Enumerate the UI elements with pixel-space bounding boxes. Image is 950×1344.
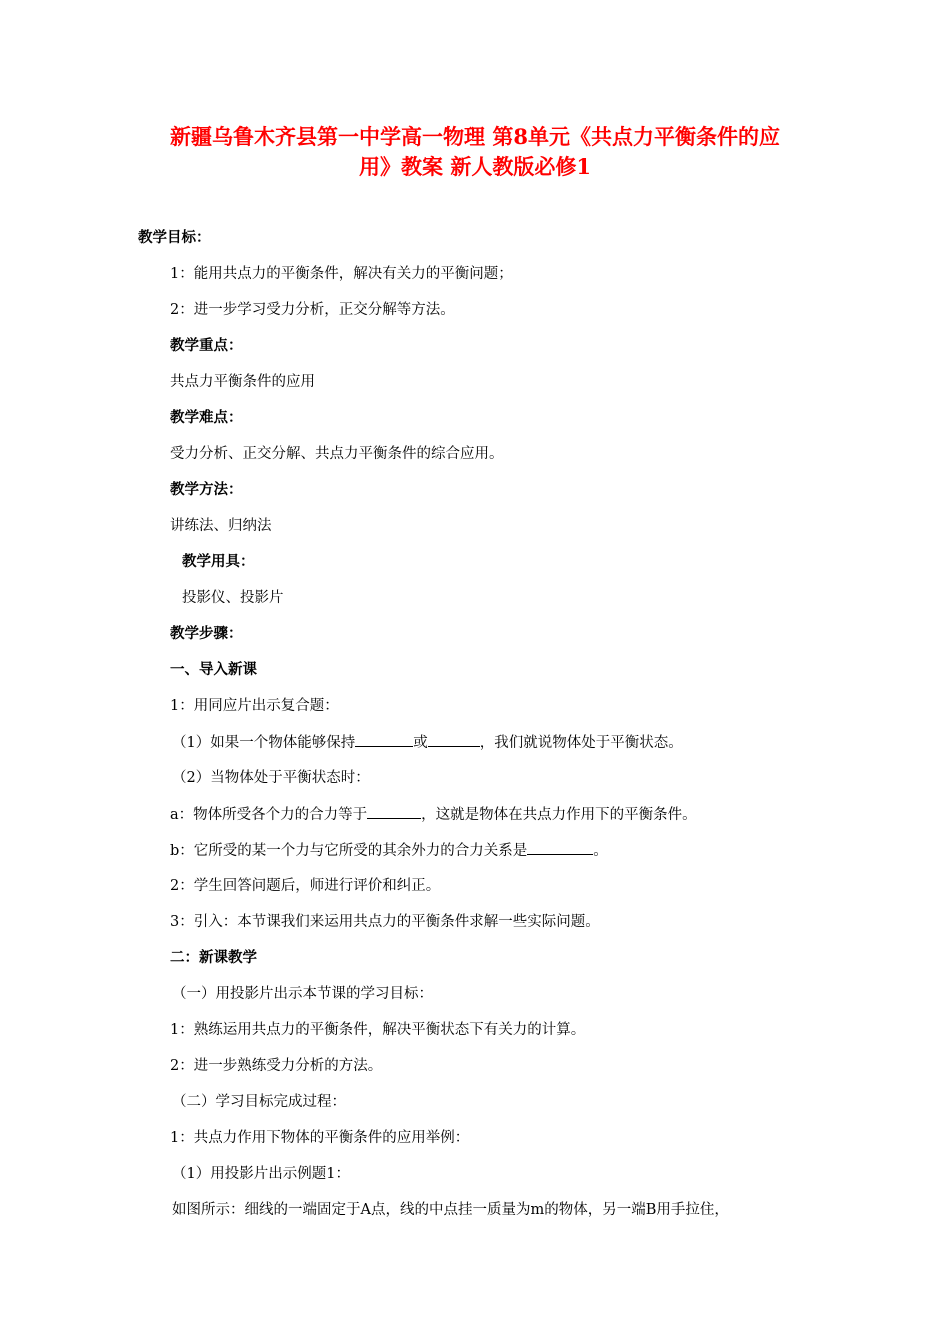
section2-s1-item-2: 2：进一步熟练受力分析的方法。 [170, 1058, 383, 1074]
section2-s2: （二）学习目标完成过程： [172, 1094, 346, 1110]
section2-s2-item-3: 如图所示：细线的一端固定于A点，线的中点挂一质量为m的物体，另一端B用手拉住， [172, 1202, 729, 1218]
question-2: （2）当物体处于平衡状态时： [172, 770, 370, 786]
question-a-part-b: ，这就是物体在共点力作用下的平衡条件。 [421, 807, 697, 823]
section2-s1: （一）用投影片出示本节课的学习目标： [172, 986, 433, 1002]
section1-p1: 1：用同应片出示复合题： [170, 698, 339, 714]
difficulty-text: 受力分析、正交分解、共点力平衡条件的综合应用。 [170, 446, 504, 462]
objective-item-2: 2：进一步学习受力分析，正交分解等方法。 [170, 302, 455, 318]
title-line-1: 新疆乌鲁木齐县第一中学高一物理 第8单元《共点力平衡条件的应 [170, 124, 780, 149]
difficulty-heading: 教学难点： [170, 409, 243, 426]
question-b [170, 840, 608, 861]
key-point-heading: 教学重点： [170, 337, 243, 354]
section1-heading: 一、导入新课 [170, 661, 257, 678]
question-a-part-a: a：物体所受各个力的合力等于 [170, 807, 368, 823]
section2-s2-item-1: 1：共点力作用下物体的平衡条件的应用举例： [170, 1130, 470, 1146]
answer-blank-4[interactable] [527, 840, 593, 855]
method-text: 讲练法、归纳法 [170, 518, 272, 534]
answer-blank-1[interactable] [355, 732, 413, 747]
method-heading: 教学方法： [170, 481, 243, 498]
question-1-part-c: ，我们就说物体处于平衡状态。 [479, 735, 683, 751]
answer-blank-2[interactable] [428, 732, 480, 747]
question-b-part-a: b：它所受的某一个力与它所受的其余外力的合力关系是 [170, 843, 528, 859]
section2-s1-item-1: 1：熟练运用共点力的平衡条件，解决平衡状态下有关力的计算。 [170, 1022, 586, 1038]
title-line-2: 用》教案 新人教版必修1 [359, 154, 591, 179]
question-1 [172, 732, 683, 753]
tools-heading: 教学用具： [182, 553, 255, 570]
key-point-text: 共点力平衡条件的应用 [170, 374, 315, 390]
objective-item-1: 1：能用共点力的平衡条件，解决有关力的平衡问题； [170, 266, 513, 282]
tools-text: 投影仪、投影片 [182, 590, 284, 606]
section1-p2: 2：学生回答问题后，师进行评价和纠正。 [170, 878, 441, 894]
question-a [170, 804, 697, 825]
document-title [120, 122, 830, 182]
question-1-part-a: （1）如果一个物体能够保持 [172, 735, 356, 751]
section2-s2-item-2: （1）用投影片出示例题1： [172, 1166, 350, 1182]
section2-heading: 二：新课教学 [170, 949, 257, 966]
question-1-part-b: 或 [413, 735, 428, 751]
objectives-heading: 教学目标： [138, 229, 211, 246]
question-b-part-b: 。 [593, 843, 608, 859]
answer-blank-3[interactable] [367, 804, 421, 819]
steps-heading: 教学步骤： [170, 625, 243, 642]
section1-p3: 3：引入：本节课我们来运用共点力的平衡条件求解一些实际问题。 [170, 914, 600, 930]
